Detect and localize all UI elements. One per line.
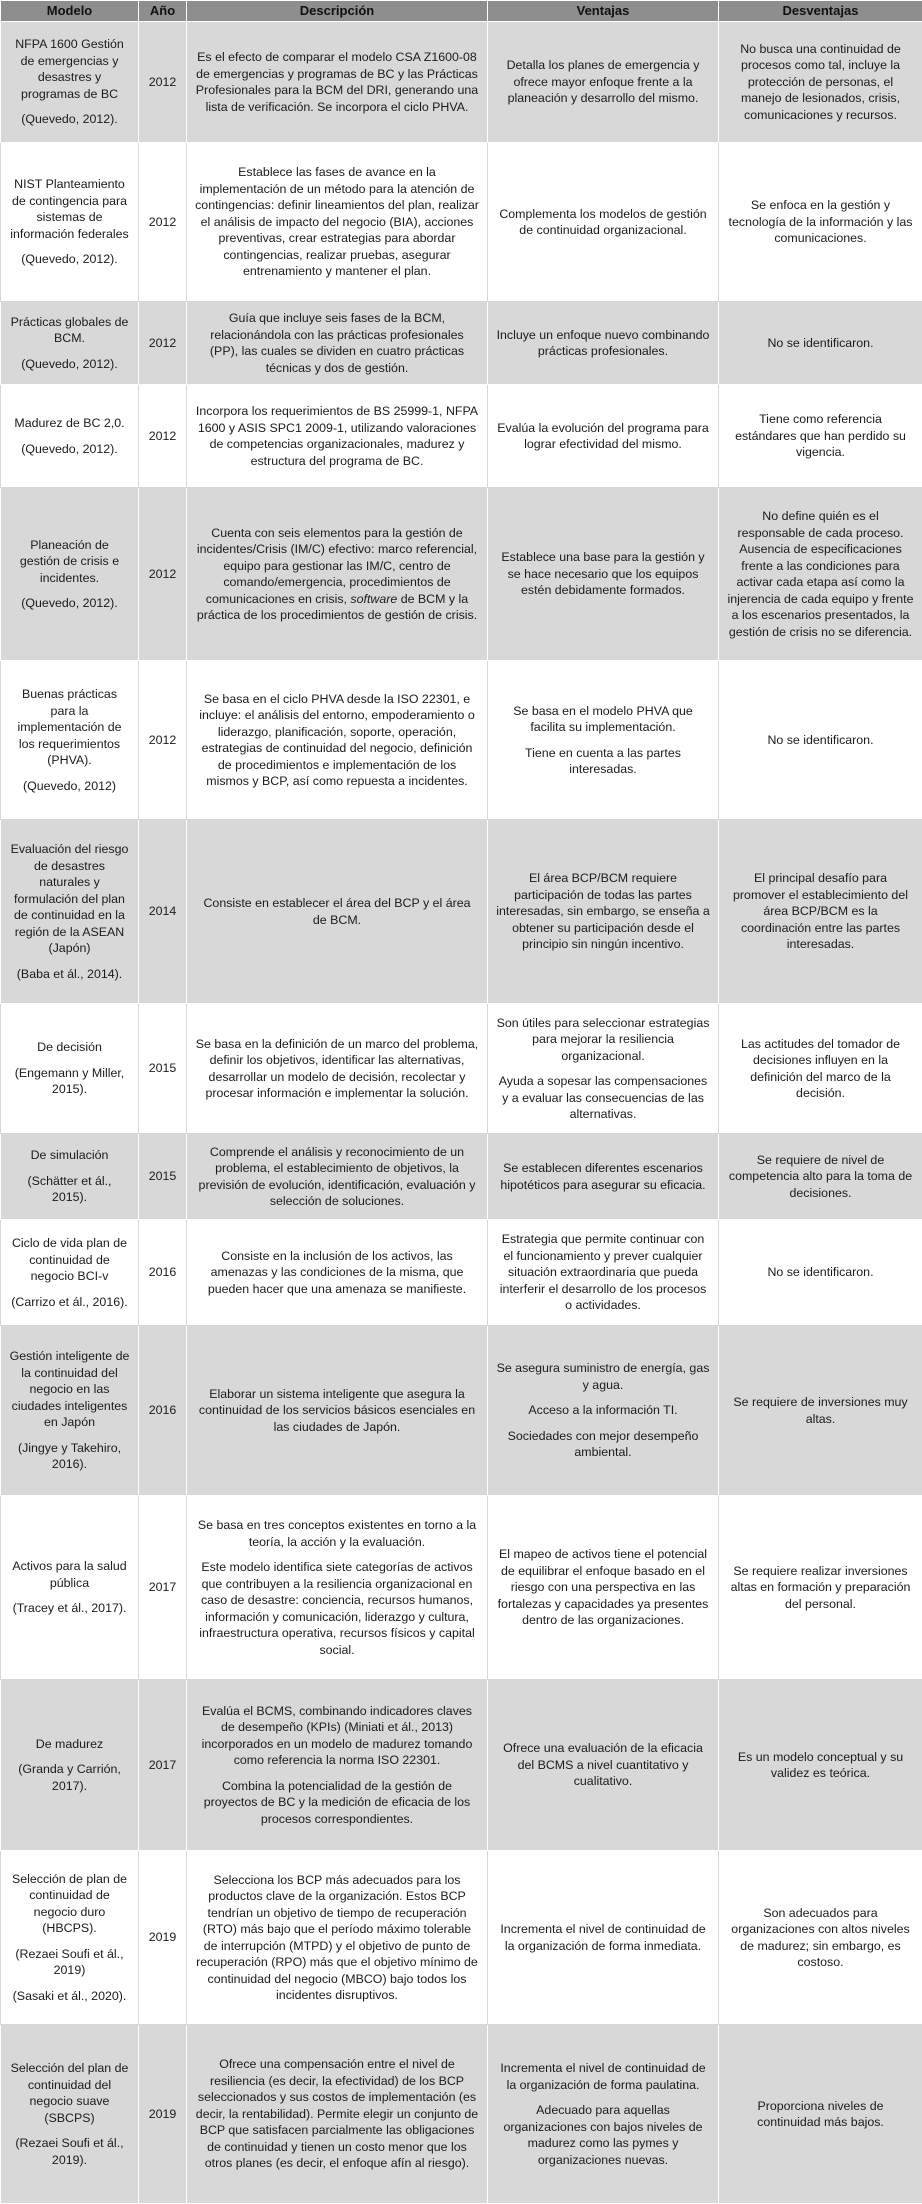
- modelo-cell: [1, 1851, 139, 2025]
- modelo-name: Evaluación del riesgo de desastres naturales y formulación del plan de continuidad en la región de la ASEAN (Japón): [9, 841, 130, 957]
- desventajas-text: Se requiere realizar inversiones altas en formación y preparación del personal.: [727, 1563, 914, 1613]
- descripcion-text: Se basa en la definición de un marco del problema, definir los objetivos, identificar las alternativas, desarrollar un modelo de decisión, recolectar y procesar información e implementar la solución.: [195, 1036, 479, 1102]
- descripcion-text: Este modelo identifica siete categorías de activos que contribuyen a la resiliencia organizacional en caso de desastre: conciencia, recursos humanos, información y comunicación, liderazgo y cultura, infraestructura operativa, recursos físicos y capital social.: [195, 1559, 479, 1658]
- desventajas-cell: [719, 661, 922, 820]
- desventajas-text: Tiene como referencia estándares que han perdido su vigencia.: [727, 411, 914, 461]
- modelo-cell: [1, 1004, 139, 1134]
- table-row: [1, 488, 922, 661]
- table-row: [1, 1496, 922, 1680]
- ventajas-cell: [488, 1851, 719, 2025]
- anio-cell: 2015: [139, 1134, 187, 1220]
- descripcion-cell: [187, 1134, 488, 1220]
- desventajas-text: Se enfoca en la gestión y tecnología de la información y las comunicaciones.: [727, 197, 914, 247]
- column-header-modelo: Modelo: [1, 1, 139, 22]
- modelo-citation: (Schätter et ál., 2015).: [9, 1173, 130, 1206]
- ventajas-cell: [488, 1496, 719, 1680]
- column-header-descripcion: Descripción: [187, 1, 488, 22]
- modelo-citation: (Baba et ál., 2014).: [9, 966, 130, 983]
- descripcion-text: [195, 525, 479, 624]
- ventajas-text: Acceso a la información TI.: [496, 1402, 710, 1419]
- desventajas-cell: [719, 1496, 922, 1680]
- descripcion-cell: [187, 1004, 488, 1134]
- desventajas-text: Proporciona niveles de continuidad más bajos.: [727, 2098, 914, 2131]
- anio-cell: 2014: [139, 820, 187, 1004]
- ventajas-text: Estrategia que permite continuar con el funcionamiento y prever cualquier situación extraordinaria que pueda interferir el desarrollo de los procesos o actividades.: [496, 1231, 710, 1314]
- descripcion-text: Es el efecto de comparar el modelo CSA Z1600-08 de emergencias y programas de BC y las Prácticas Profesionales para la BCM del DRI, generando una lista de verificación. Se incorpora el ciclo PHVA.: [195, 49, 479, 115]
- anio-cell: 2016: [139, 1220, 187, 1326]
- desventajas-text: No se identificaron.: [727, 335, 914, 352]
- descripcion-cell: [187, 1220, 488, 1326]
- descripcion-text-part: Cuenta con seis elementos para la gestión de incidentes/Crisis (IM/C) efectivo: marco referencial, equipo para gestionar las IM/C, centro de comando/emergencia, procedimientos de comunicaciones en crisis,: [197, 526, 477, 606]
- ventajas-cell: [488, 1220, 719, 1326]
- modelo-citation: (Quevedo, 2012).: [9, 251, 130, 268]
- descripcion-cell: [187, 22, 488, 143]
- table-row: [1, 302, 922, 385]
- desventajas-cell: [719, 302, 922, 385]
- ventajas-cell: [488, 1680, 719, 1851]
- desventajas-cell: [719, 1220, 922, 1326]
- desventajas-text: Se requiere de inversiones muy altas.: [727, 1394, 914, 1427]
- descripcion-text: Consiste en establecer el área del BCP y el área de BCM.: [195, 895, 479, 928]
- anio-cell: 2017: [139, 1680, 187, 1851]
- anio-cell: 2019: [139, 2025, 187, 2204]
- ventajas-cell: [488, 820, 719, 1004]
- ventajas-cell: [488, 1326, 719, 1496]
- modelo-citation: (Carrizo et ál., 2016).: [9, 1294, 130, 1311]
- table-row: [1, 1326, 922, 1496]
- desventajas-cell: [719, 1680, 922, 1851]
- ventajas-text: Ofrece una evaluación de la eficacia del BCMS a nivel cuantitativo y cualitativo.: [496, 1740, 710, 1790]
- modelo-name: De simulación: [9, 1147, 130, 1164]
- modelo-name: Buenas prácticas para la implementación de los requerimientos (PHVA).: [9, 686, 130, 769]
- modelo-citation: (Quevedo, 2012).: [9, 111, 130, 128]
- modelo-cell: [1, 143, 139, 302]
- modelo-citation: (Granda y Carrión, 2017).: [9, 1761, 130, 1794]
- table-row: [1, 661, 922, 820]
- modelo-name: NFPA 1600 Gestión de emergencias y desastres y programas de BC: [9, 36, 130, 102]
- desventajas-cell: [719, 488, 922, 661]
- modelo-citation: (Sasaki et ál., 2020).: [9, 1988, 130, 2005]
- ventajas-cell: [488, 385, 719, 488]
- desventajas-cell: [719, 2025, 922, 2204]
- desventajas-cell: [719, 820, 922, 1004]
- modelo-citation: (Rezaei Soufi et ál., 2019).: [9, 2135, 130, 2168]
- anio-cell: 2012: [139, 22, 187, 143]
- modelo-cell: [1, 1680, 139, 1851]
- ventajas-text: Son útiles para seleccionar estrategias para mejorar la resiliencia organizacional.: [496, 1015, 710, 1065]
- descripcion-cell: [187, 2025, 488, 2204]
- modelo-name: Selección del plan de continuidad del negocio suave (SBCPS): [9, 2060, 130, 2126]
- desventajas-text: Son adecuados para organizaciones con altos niveles de madurez; sin embargo, es costoso.: [727, 1905, 914, 1971]
- ventajas-text: Establece una base para la gestión y se hace necesario que los equipos estén debidamente formados.: [496, 549, 710, 599]
- modelo-citation: (Engemann y Miller, 2015).: [9, 1065, 130, 1098]
- modelo-cell: [1, 1134, 139, 1220]
- anio-cell: 2017: [139, 1496, 187, 1680]
- modelo-name: Activos para la salud pública: [9, 1558, 130, 1591]
- modelo-name: Planeación de gestión de crisis e incidentes.: [9, 537, 130, 587]
- ventajas-cell: [488, 22, 719, 143]
- anio-cell: 2016: [139, 1326, 187, 1496]
- ventajas-cell: [488, 488, 719, 661]
- descripcion-cell: [187, 488, 488, 661]
- ventajas-text: Incrementa el nivel de continuidad de la organización de forma paulatina.: [496, 2060, 710, 2093]
- desventajas-cell: [719, 1004, 922, 1134]
- descripcion-cell: [187, 1326, 488, 1496]
- ventajas-text: Se asegura suministro de energía, gas y agua.: [496, 1360, 710, 1393]
- descripcion-text: Se basa en el ciclo PHVA desde la ISO 22301, e incluye: el análisis del entorno, empoderamiento o liderazgo, planificación, soporte, operación, estrategias de continuidad del negocio, definición de procedimientos e implementación de los mismos y BCP, así como repuesta a incidentes.: [195, 691, 479, 790]
- ventajas-cell: [488, 143, 719, 302]
- header-row: [1, 1, 922, 22]
- desventajas-text: El principal desafío para promover el establecimiento del área BCP/BCM es la coordinación entre las partes interesadas.: [727, 870, 914, 953]
- desventajas-text: Se requiere de nivel de competencia alto para la toma de decisiones.: [727, 1152, 914, 1202]
- modelo-name: De madurez: [9, 1736, 130, 1753]
- descripcion-cell: [187, 143, 488, 302]
- ventajas-text: Incrementa el nivel de continuidad de la organización de forma inmediata.: [496, 1921, 710, 1954]
- descripcion-cell: [187, 1496, 488, 1680]
- modelo-cell: [1, 22, 139, 143]
- anio-cell: 2019: [139, 1851, 187, 2025]
- modelo-citation: (Tracey et ál., 2017).: [9, 1600, 130, 1617]
- table-row: [1, 22, 922, 143]
- descripcion-text: Ofrece una compensación entre el nivel de resiliencia (es decir, la efectividad) de los BCP seleccionados y sus costos de implementación (es decir, la rentabilidad). Permite elegir un conjunto de BCP que satisfacen parcialmente las obligaciones de continuidad y tienen un costo menor que los otros planes (es decir, el enfoque afín al riesgo).: [195, 2056, 479, 2172]
- modelo-cell: [1, 1326, 139, 1496]
- descripcion-text: Establece las fases de avance en la implementación de un método para la atención de contingencias: definir lineamientos del plan, realizar el análisis de impacto del negocio (BIA), acciones preventivas, crear estrategias para abordar contingencias, realizar pruebas, asegurar entrenamiento y mantener el plan.: [195, 164, 479, 280]
- modelo-name: Gestión inteligente de la continuidad del negocio en las ciudades inteligentes en Japón: [9, 1348, 130, 1431]
- column-header-anio: Año: [139, 1, 187, 22]
- modelo-cell: [1, 385, 139, 488]
- modelo-citation: (Quevedo, 2012).: [9, 441, 130, 458]
- table-row: [1, 2025, 922, 2204]
- ventajas-cell: [488, 1134, 719, 1220]
- ventajas-cell: [488, 661, 719, 820]
- descripcion-italic-term: software: [350, 592, 397, 606]
- descripcion-text: Elaborar un sistema inteligente que asegura la continuidad de los servicios básicos esenciales en las ciudades de Japón.: [195, 1386, 479, 1436]
- descripcion-cell: [187, 661, 488, 820]
- modelo-cell: [1, 661, 139, 820]
- modelo-cell: [1, 1496, 139, 1680]
- desventajas-text: Es un modelo conceptual y su validez es teórica.: [727, 1749, 914, 1782]
- modelo-citation: (Quevedo, 2012).: [9, 595, 130, 612]
- ventajas-text: El área BCP/BCM requiere participación de todas las partes interesadas, sin embargo, se enseña a obtener su participación desde el principio sin ningún incentivo.: [496, 870, 710, 953]
- ventajas-text: Ayuda a sopesar las compensaciones y a evaluar las consecuencias de las alternativas.: [496, 1073, 710, 1123]
- table-row: [1, 1680, 922, 1851]
- descripcion-cell: [187, 820, 488, 1004]
- descripcion-cell: [187, 1851, 488, 2025]
- desventajas-text: No se identificaron.: [727, 732, 914, 749]
- modelo-citation: (Quevedo, 2012): [9, 778, 130, 795]
- anio-cell: 2015: [139, 1004, 187, 1134]
- ventajas-cell: [488, 2025, 719, 2204]
- descripcion-cell: [187, 385, 488, 488]
- desventajas-text: No busca una continuidad de procesos como tal, incluye la protección de personas, el manejo de lesionados, crisis, comunicaciones y recursos.: [727, 41, 914, 124]
- desventajas-text: No define quién es el responsable de cada proceso. Ausencia de especificaciones frente a las condiciones para activar cada etapa así como la injerencia de cada equipo y frente a los escenarios presentados, la gestión de crisis no se diferencia.: [727, 508, 914, 640]
- descripcion-text: Consiste en la inclusión de los activos, las amenazas y las condiciones de la misma, que pueden hacer que una amenaza se manifieste.: [195, 1248, 479, 1298]
- desventajas-cell: [719, 1326, 922, 1496]
- anio-cell: 2012: [139, 302, 187, 385]
- anio-cell: 2012: [139, 661, 187, 820]
- descripcion-text: Combina la potencialidad de la gestión de proyectos de BC y la medición de eficacia de los procesos correspondientes.: [195, 1778, 479, 1828]
- ventajas-text: Se establecen diferentes escenarios hipotéticos para asegurar su eficacia.: [496, 1160, 710, 1193]
- table-row: [1, 1220, 922, 1326]
- anio-cell: 2012: [139, 488, 187, 661]
- descripcion-text: Evalúa el BCMS, combinando indicadores claves de desempeño (KPIs) (Miniati et ál., 2013) incorporados en un modelo de madurez tomando como referencia la norma ISO 22301.: [195, 1703, 479, 1769]
- ventajas-text: Se basa en el modelo PHVA que facilita su implementación.: [496, 703, 710, 736]
- modelo-cell: [1, 488, 139, 661]
- modelo-name: NIST Planteamiento de contingencia para sistemas de información federales: [9, 176, 130, 242]
- descripcion-text: Comprende el análisis y reconocimiento de un problema, el establecimiento de objetivos, la previsión de evolución, identificación, evaluación y selección de soluciones.: [195, 1144, 479, 1210]
- desventajas-text: No se identificaron.: [727, 1264, 914, 1281]
- ventajas-text: Evalúa la evolución del programa para lograr efectividad del mismo.: [496, 420, 710, 453]
- column-header-ventajas: Ventajas: [488, 1, 719, 22]
- modelo-name: Prácticas globales de BCM.: [9, 314, 130, 347]
- desventajas-cell: [719, 385, 922, 488]
- ventajas-cell: [488, 302, 719, 385]
- modelo-cell: [1, 1220, 139, 1326]
- ventajas-text: Incluye un enfoque nuevo combinando prácticas profesionales.: [496, 327, 710, 360]
- modelo-cell: [1, 302, 139, 385]
- modelo-cell: [1, 2025, 139, 2204]
- table-row: [1, 385, 922, 488]
- desventajas-cell: [719, 143, 922, 302]
- table-row: [1, 1134, 922, 1220]
- descripcion-text-part: de BCM y la práctica de los procedimientos de gestión de crisis.: [197, 592, 477, 623]
- descripcion-text: Selecciona los BCP más adecuados para los productos clave de la organización. Estos BCP tendrían un objetivo de tiempo de recuperación (RTO) más bajo que el período máximo tolerable de interrupción (MTPD) y el objetivo de punto de recuperación (RPO) más que el objetivo mínimo de continuidad del negocio (MBCO) bajo todos los incidentes disruptivos.: [195, 1872, 479, 2004]
- desventajas-cell: [719, 22, 922, 143]
- modelo-cell: [1, 820, 139, 1004]
- modelo-citation: (Quevedo, 2012).: [9, 356, 130, 373]
- desventajas-cell: [719, 1851, 922, 2025]
- table-row: [1, 1851, 922, 2025]
- ventajas-text: Sociedades con mejor desempeño ambiental.: [496, 1428, 710, 1461]
- ventajas-text: Complementa los modelos de gestión de continuidad organizacional.: [496, 206, 710, 239]
- ventajas-text: Detalla los planes de emergencia y ofrece mayor enfoque frente a la planeación y desarrollo del mismo.: [496, 57, 710, 107]
- anio-cell: 2012: [139, 143, 187, 302]
- descripcion-text: Se basa en tres conceptos existentes en torno a la teoría, la acción y la evaluación.: [195, 1517, 479, 1550]
- ventajas-text: Tiene en cuenta a las partes interesadas.: [496, 745, 710, 778]
- modelo-name: Selección de plan de continuidad de negocio duro (HBCPS).: [9, 1871, 130, 1937]
- descripcion-cell: [187, 1680, 488, 1851]
- modelo-name: De decisión: [9, 1039, 130, 1056]
- column-header-desventajas: Desventajas: [719, 1, 922, 22]
- ventajas-text: Adecuado para aquellas organizaciones con bajos niveles de madurez como las pymes y organizaciones nuevas.: [496, 2102, 710, 2168]
- ventajas-cell: [488, 1004, 719, 1134]
- descripcion-cell: [187, 302, 488, 385]
- desventajas-text: Las actitudes del tomador de decisiones influyen en la definición del marco de la decisión.: [727, 1036, 914, 1102]
- table-row: [1, 820, 922, 1004]
- modelo-citation: (Rezaei Soufi et ál., 2019): [9, 1946, 130, 1979]
- anio-cell: 2012: [139, 385, 187, 488]
- ventajas-text: El mapeo de activos tiene el potencial de equilibrar el enfoque basado en el riesgo con una perspectiva en las fortalezas y capacidades ya presentes dentro de las organizaciones.: [496, 1546, 710, 1629]
- descripcion-text: Guía que incluye seis fases de la BCM, relacionándola con las prácticas profesionales (PP), las cuales se dividen en cuatro prácticas técnicas y dos de gestión.: [195, 310, 479, 376]
- table-row: [1, 1004, 922, 1134]
- desventajas-cell: [719, 1134, 922, 1220]
- modelo-name: Madurez de BC 2,0.: [9, 415, 130, 432]
- modelo-citation: (Jingye y Takehiro, 2016).: [9, 1440, 130, 1473]
- modelo-name: Ciclo de vida plan de continuidad de negocio BCI-v: [9, 1235, 130, 1285]
- descripcion-text: Incorpora los requerimientos de BS 25999-1, NFPA 1600 y ASIS SPC1 2009-1, utilizando valoraciones de competencias organizacionales, madurez y estructura del programa de BC.: [195, 403, 479, 469]
- table-row: [1, 143, 922, 302]
